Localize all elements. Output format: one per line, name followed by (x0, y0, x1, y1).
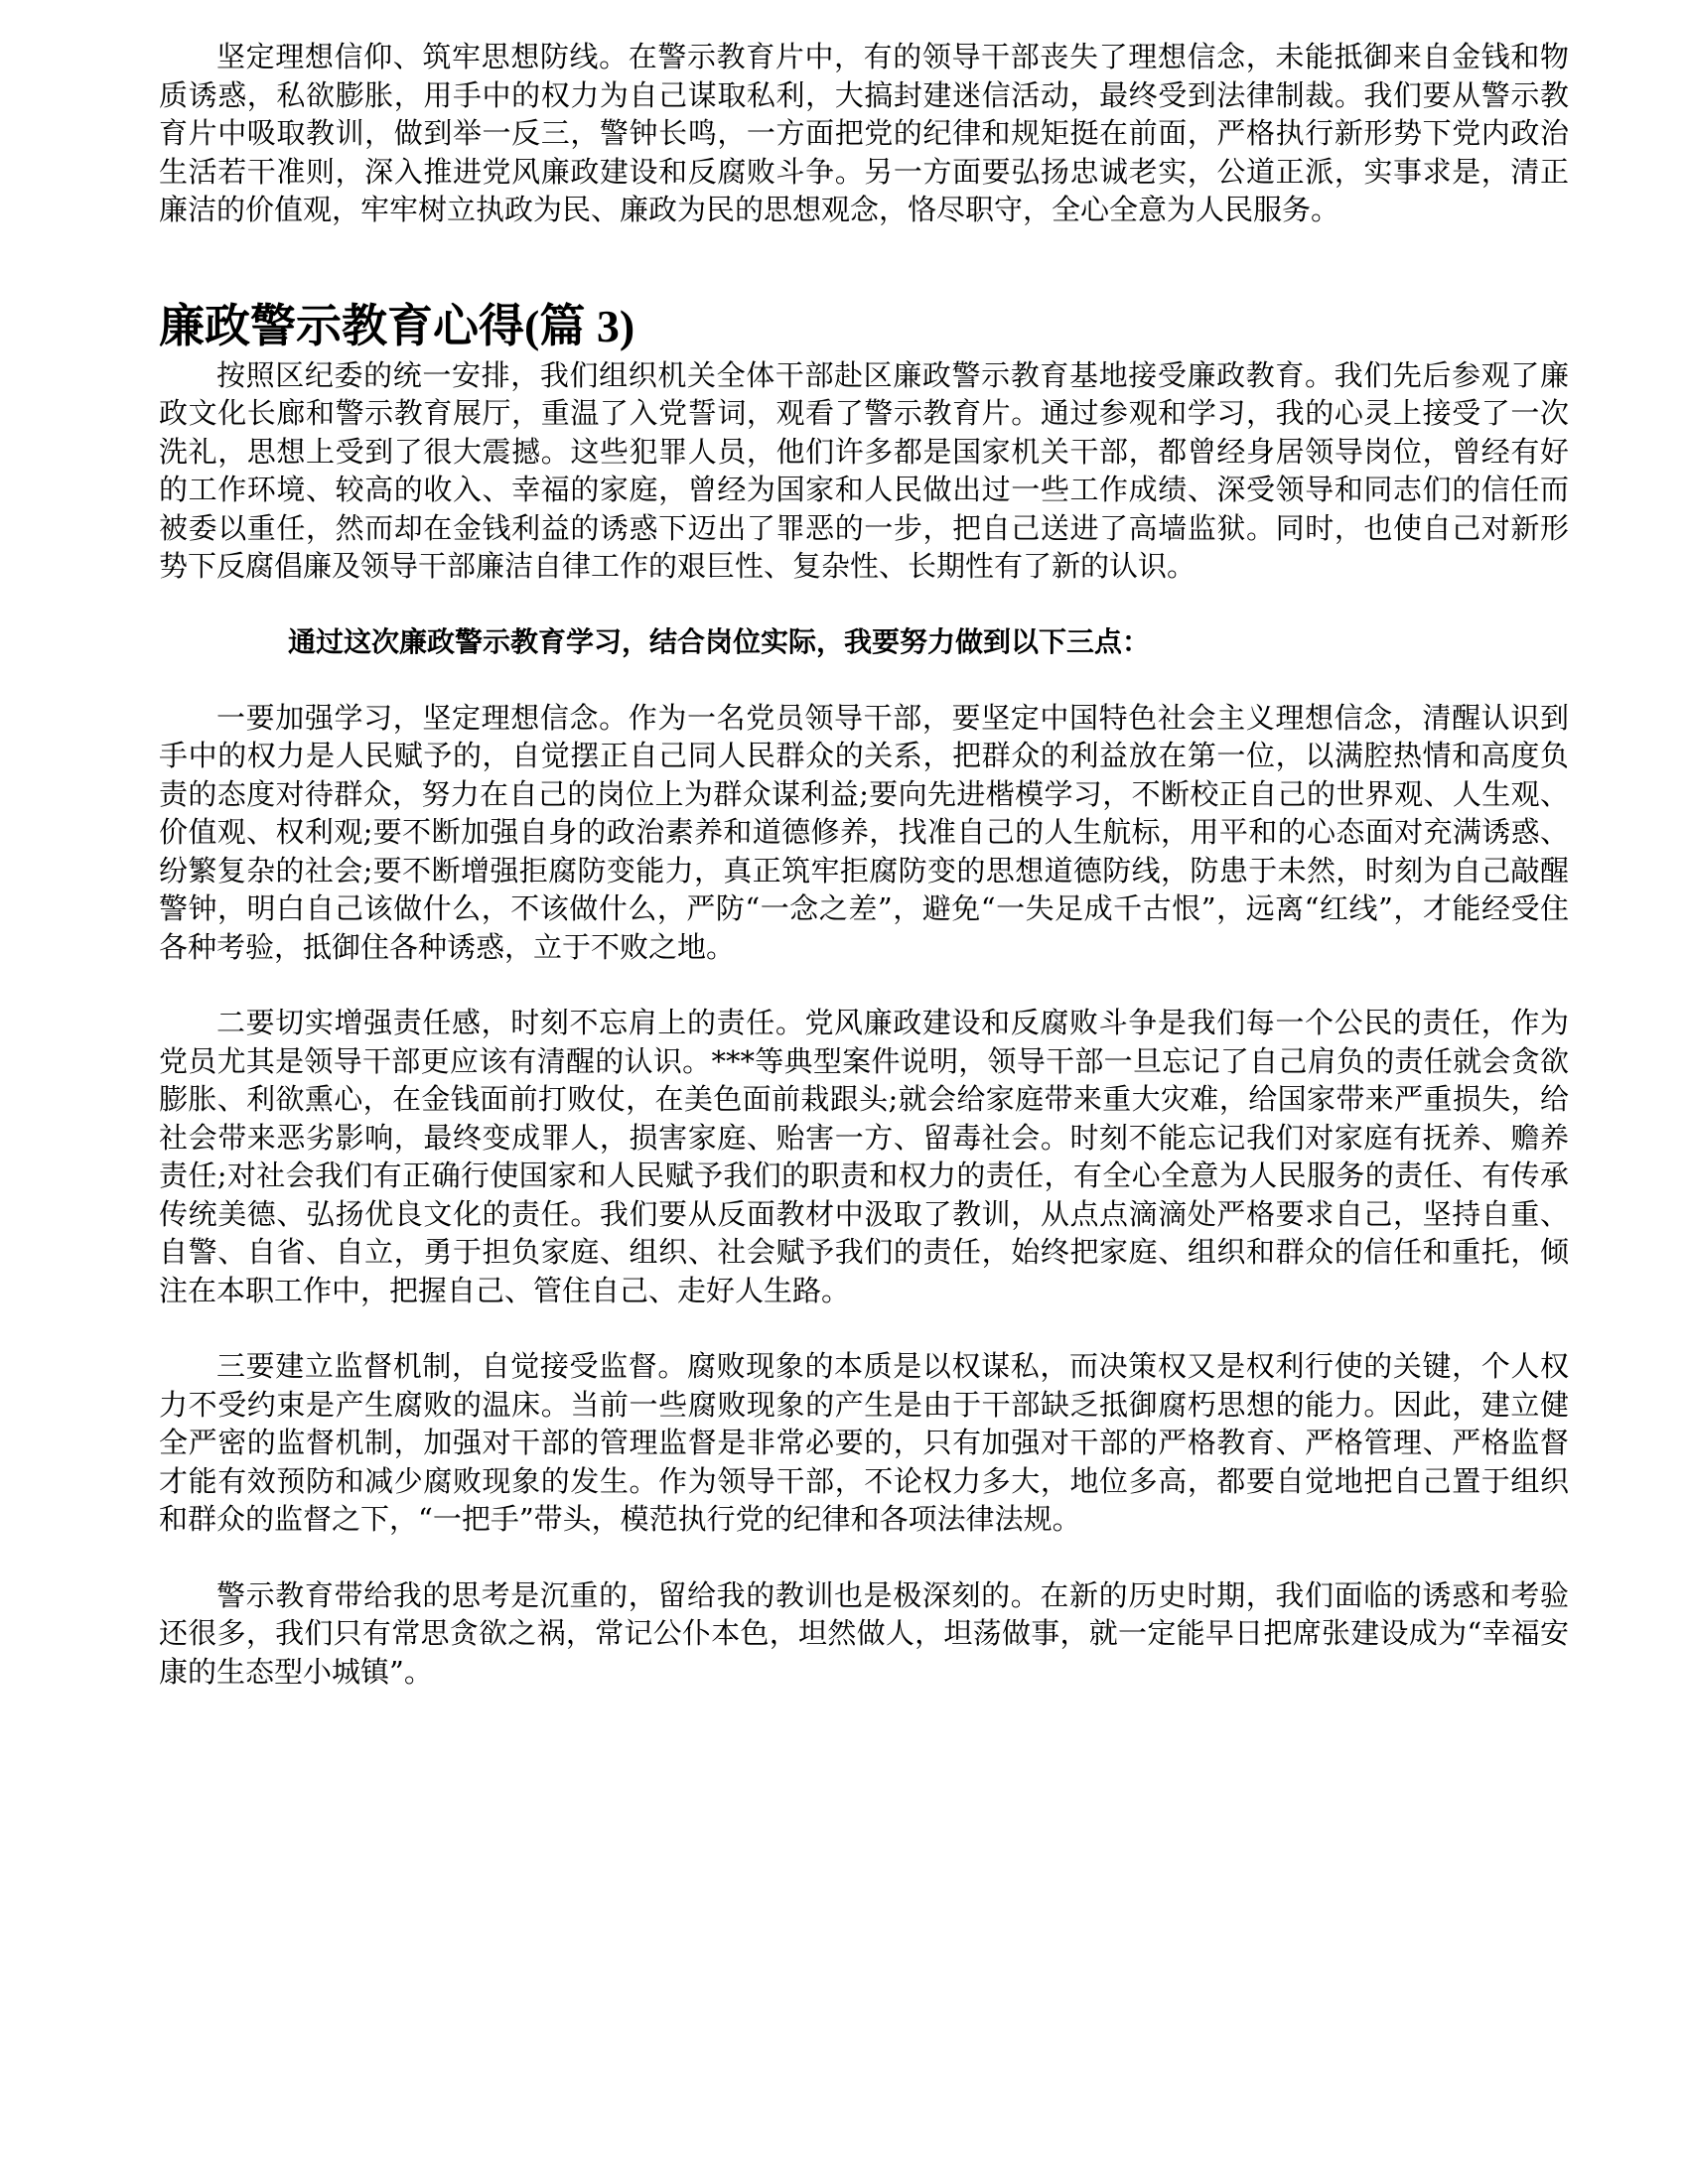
spacer (159, 1309, 1569, 1347)
section-paragraph: 按照区纪委的统一安排，我们组织机关全体干部赴区廉政警示教育基地接受廉政教育。我们先后参观了廉政文化长廊和警示教育展厅，重温了入党誓词，观看了警示教育片。通过参观和学习，我的心灵上接受了一次洗礼，思想上受到了很大震撼。这些犯罪人员，他们许多都是国家机关干部，都曾经身居领导岗位，曾经有好的工作环境、较高的收入、幸福的家庭，曾经为国家和人民做出过一些工作成绩、深受领导和同志们的信任而被委以重任，然而却在金钱利益的诱惑下迈出了罪恶的一步，把自己送进了高墙监狱。同时，也使自己对新形势下反腐倡廉及领导干部廉洁自律工作的艰巨性、复杂性、长期性有了新的认识。 (159, 357, 1569, 583)
spacer (159, 586, 1569, 623)
conclusion-paragraph: 警示教育带给我的思考是沉重的，留给我的教训也是极深刻的。在新的历史时期，我们面临的诱惑和考验还很多，我们只有常思贪欲之祸，常记公仆本色，坦然做人，坦荡做事，就一定能早日把席张建设成为“幸福安康的生态型小城镇”。 (159, 1577, 1569, 1689)
spacer (159, 229, 1569, 297)
document-page (159, 38, 1569, 1691)
point-three-paragraph: 三要建立监督机制，自觉接受监督。腐败现象的本质是以权谋私，而决策权又是权利行使的关键，个人权力不受约束是产生腐败的温床。当前一些腐败现象的产生是由于干部缺乏抵御腐朽思想的能力。因此，建立健全严密的监督机制，加强对干部的管理监督是非常必要的，只有加强对干部的严格教育、严格管理、严格监督才能有效预防和减少腐败现象的发生。作为领导干部，不论权力多大，地位多高，都要自觉地把自己置于组织和群众的监督之下，“一把手”带头，模范执行党的纪律和各项法律法规。 (159, 1349, 1569, 1536)
section-subheading: 通过这次廉政警示教育学习，结合岗位实际，我要努力做到以下三点： (288, 624, 1151, 658)
point-two-paragraph: 二要切实增强责任感，时刻不忘肩上的责任。党风廉政建设和反腐败斗争是我们每一个公民的责任，作为党员尤其是领导干部更应该有清醒的认识。***等典型案件说明，领导干部一旦忘记了自己肩负的责任就会贪欲膨胀、利欲熏心，在金钱面前打败仗，在美色面前栽跟头;就会给家庭带来重大灾难，给国家带来严重损失，给社会带来恶劣影响，最终变成罪人，损害家庭、贻害一方、留毒社会。时刻不能忘记我们对家庭有抚养、赡养责任;对社会我们有正确行使国家和人民赋予我们的职责和权力的责任，有全心全意为人民服务的责任、有传承传统美德、弘扬优良文化的责任。我们要从反面教材中汲取了教训，从点点滴滴处严格要求自己，坚持自重、自警、自省、自立，勇于担负家庭、组织、社会赋予我们的责任，始终把家庭、组织和群众的信任和重托，倾注在本职工作中，把握自己、管住自己、走好人生路。 (159, 1006, 1569, 1307)
spacer (159, 966, 1569, 1004)
point-one-paragraph: 一要加强学习，坚定理想信念。作为一名党员领导干部，要坚定中国特色社会主义理想信念，清醒认识到手中的权力是人民赋予的，自觉摆正自己同人民群众的关系，把群众的利益放在第一位，以满腔热情和高度负责的态度对待群众，努力在自己的岗位上为群众谋利益;要向先进楷模学习，不断校正自己的世界观、人生观、价值观、权利观;要不断加强自身的政治素养和道德修养，找准自己的人生航标，用平和的心态面对充满诱惑、纷繁复杂的社会;要不断增强拒腐防变能力，真正筑牢拒腐防变的思想道德防线，防患于未然，时刻为自己敲醒警钟，明白自己该做什么，不该做什么，严防“一念之差”，避免“一失足成千古恨”，远离“红线”，才能经受住各种考验，抵御住各种诱惑，立于不败之地。 (159, 700, 1569, 964)
spacer (159, 661, 1569, 699)
section-title: 廉政警示教育心得(篇 3) (159, 300, 635, 351)
intro-paragraph: 坚定理想信仰、筑牢思想防线。在警示教育片中，有的领导干部丧失了理想信念，未能抵御来自金钱和物质诱惑，私欲膨胀，用手中的权力为自己谋取私利，大搞封建迷信活动，最终受到法律制裁。我们要从警示教育片中吸取教训，做到举一反三，警钟长鸣，一方面把党的纪律和规矩挺在前面，严格执行新形势下党内政治生活若干准则，深入推进党风廉政建设和反腐败斗争。另一方面要弘扬忠诚老实，公道正派，实事求是，清正廉洁的价值观，牢牢树立执政为民、廉政为民的思想观念，恪尽职守，全心全意为人民服务。 (159, 40, 1569, 226)
spacer (159, 1539, 1569, 1576)
